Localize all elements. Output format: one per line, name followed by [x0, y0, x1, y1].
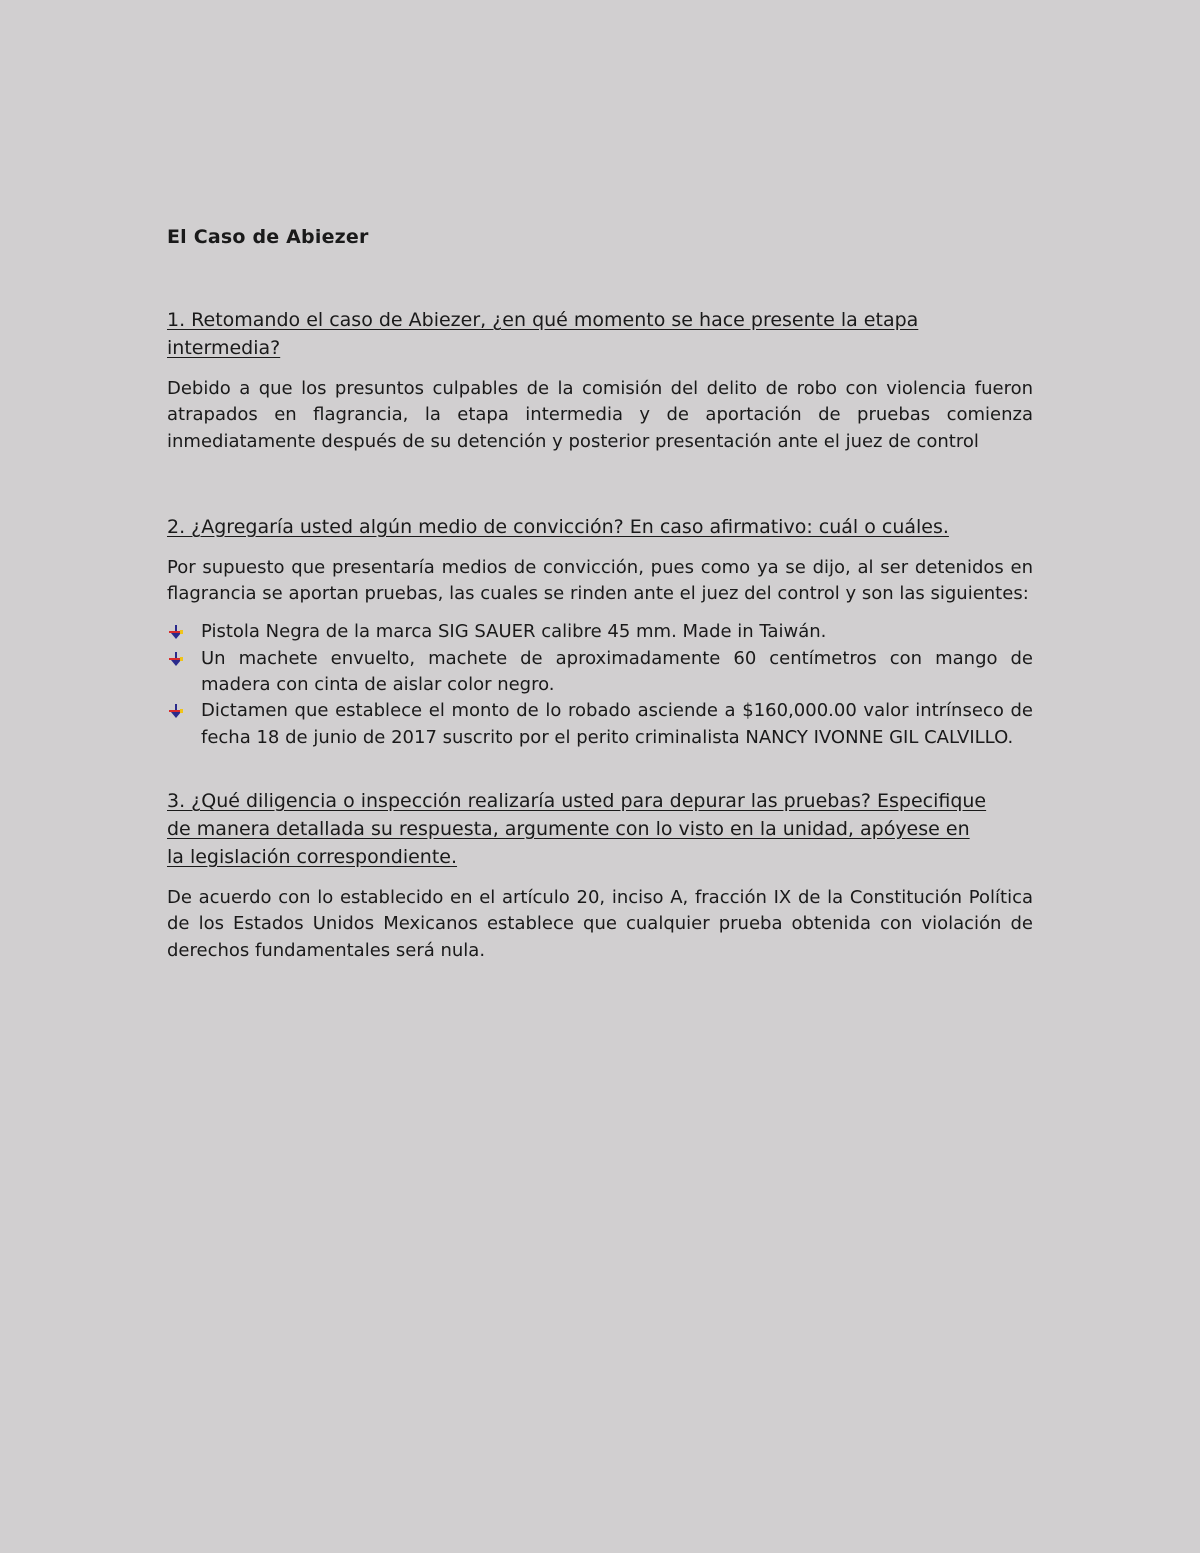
down-arrow-bullet-icon	[168, 651, 184, 667]
list-item-text: Pistola Negra de la marca SIG SAUER calibre 45 mm. Made in Taiwán.	[201, 621, 827, 643]
question-3: 3. ¿Qué diligencia o inspección realizaría usted para depurar las pruebas? Especifique de manera detallada su respuesta, argumente con lo visto en la unidad, apóyese en la legislación correspondiente.	[167, 789, 987, 868]
answer-1: Debido a que los presuntos culpables de la comisión del delito de robo con violencia fueron atrapados en flagrancia, la etapa intermedia y de aportación de pruebas comienza inmediatamente después de su detención y posterior presentación ante el juez de control	[167, 378, 1033, 452]
question-2: 2. ¿Agregaría usted algún medio de convicción? En caso afirmativo: cuál o cuáles.	[167, 515, 949, 538]
answer-2: Por supuesto que presentaría medios de convicción, pues como ya se dijo, al ser detenidos en flagrancia se aportan pruebas, las cuales se rinden ante el juez del control y son las siguientes:	[167, 556, 1033, 605]
list-item	[167, 646, 1033, 699]
list-item	[167, 619, 1033, 645]
list-item	[167, 698, 1033, 751]
answer-3: De acuerdo con lo establecido en el artículo 20, inciso A, fracción IX de la Constitución Política de los Estados Unidos Mexicanos establece que cualquier prueba obtenida con violación de derechos fundamentales será nula.	[167, 886, 1033, 961]
down-arrow-bullet-icon	[168, 624, 184, 640]
list-item-text: Un machete envuelto, machete de aproximadamente 60 centímetros con mango de madera con cinta de aislar color negro.	[201, 647, 1033, 696]
evidence-list	[167, 619, 1033, 750]
list-item-text: Dictamen que establece el monto de lo robado asciende a $160,000.00 valor intrínseco de fecha 18 de junio de 2017 suscrito por el perito criminalista NANCY IVONNE GIL CALVILLO.	[201, 700, 1033, 748]
document-title: El Caso de Abiezer	[167, 226, 369, 248]
question-1: 1. Retomando el caso de Abiezer, ¿en qué momento se hace presente la etapa intermedia?	[167, 309, 919, 359]
document-page	[167, 226, 1033, 964]
down-arrow-bullet-icon	[168, 703, 184, 719]
